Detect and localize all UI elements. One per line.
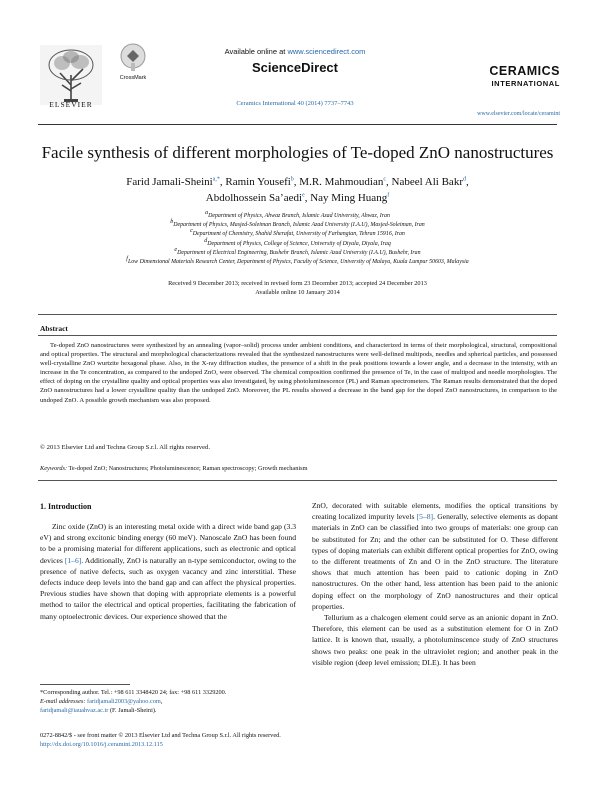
journal-name-line2: INTERNATIONAL (491, 79, 560, 88)
abstract-heading-divider (38, 335, 557, 336)
affiliation-item (30, 212, 565, 221)
author-affiliation-mark[interactable]: f (387, 192, 390, 199)
affiliation-text: Low Dimensional Materials Research Center, Department of Physics, Faculty of Science, University of Malaya, Kuala Lumpur 50603, Malaysia (127, 259, 469, 266)
intro-text: . Generally, selective elements as dopant materials in ZnO can be classified into two groups of materials: one group can be substituted for Zn; and the other can be substituted for O. These different types of doping materials can exhibit different optical properties for ZnO, owing to the different treatments of Zn and O in the ZnO structure. The literature shows that much attention has been paid to cationic doping in ZnO nanostructures. On the other hand, less attention has been paid to the anionic doping effect on the morphology of ZnO nanostructures and their optical properties. (312, 512, 559, 611)
crossmark-icon[interactable] (120, 43, 146, 73)
available-online-date: Available online 10 January 2014 (255, 288, 340, 296)
author-list-line1 (30, 176, 565, 188)
corresponding-author-footnote (40, 688, 300, 715)
available-prefix: Available online at (224, 47, 288, 56)
affiliation-text: Department of Physics, Ahwaz Branch, Islamic Azad University, Ahwaz, Iran (208, 213, 390, 219)
affiliation-item (30, 246, 565, 258)
author-name: Nay Ming Huang (310, 192, 388, 204)
front-matter-copyright: 0272-8842/$ - see front matter © 2013 Elsevier Ltd and Techna Group S.r.l. All rights reserved. (40, 732, 281, 739)
affiliation-mark: e (174, 246, 178, 253)
received-dates: Received 9 December 2013; received in revised form 23 December 2013; accepted 24 December 2013 (168, 280, 427, 287)
intro-paragraph-1-cont (312, 500, 558, 612)
email-owner: (F. Jamali-Sheini). (108, 707, 157, 714)
email-link-2[interactable]: faridjamali@iauahvaz.ac.ir (40, 707, 109, 714)
email-separator: , (160, 698, 163, 705)
body-column-left (40, 521, 296, 622)
keywords-label: Keywords: (40, 465, 68, 472)
footnote-emails (40, 697, 300, 706)
affiliation-mark: b (170, 219, 174, 226)
author-name: Farid Jamali-Sheini (126, 176, 213, 188)
abstract-text: Te-doped ZnO nanostructures were synthesized by an annealing (vapor–solid) process under ambient conditions, and characterized in terms of their morphological, structural, compositional and optical properties. The structural and morphological characterizations revealed that the synthesized nanostructures were well-defined multipods, needles and spherical particles, and possessed well-crystalline ZnO wurtzite hexagonal phase. Also, in the X-ray diffraction studies, the presence of a shift in the peak positions towards a lower angle, and a decrease in the intensity, with an increase in the Te concentration, as compared to the undoped ZnO, were observed. The chemical composition confirmed the presence of Te, in the case of multipod and needle morphologies. The effect of doping on the crystalline quality and optical properties was also investigated, by using photoluminescence (PL) and Raman spectrometers. The Raman results demonstrated that the doped ZnO nanostructures had a lower crystalline quality than the undoped ZnO. Moreover, the PL results showed a decrease in the band gap for the doped ZnO nanostructures, in comparison to the undoped ZnO. A possible growth mechanism was also proposed. (40, 342, 557, 404)
abstract-top-divider (38, 314, 557, 315)
footnote-divider (40, 684, 130, 685)
intro-text: ZnO, decorated with suitable elements, modifies the optical transitions by creating localized impurity levels (312, 501, 558, 522)
author-affiliation-mark[interactable]: d (462, 176, 466, 183)
author-name: Abdolhossein Sa’aedi (205, 192, 303, 204)
email-link-1[interactable]: faridjamali2003@yahoo.com (87, 698, 161, 705)
affiliation-text: Department of Electrical Engineering, Bushehr Branch, Islamic Azad University (I.A.U), Bushehr, Iran (177, 249, 421, 256)
body-column-right (312, 500, 558, 668)
author-list-line2 (30, 192, 565, 204)
author-affiliation-mark[interactable]: b (290, 176, 294, 183)
author-name: Nabeel Ali Bakr (391, 176, 463, 188)
available-online-line (160, 47, 430, 56)
affiliation-item (30, 221, 565, 230)
intro-paragraph-1 (40, 521, 296, 622)
author-affiliation-mark[interactable]: c (383, 176, 386, 183)
footnote-contact: *Corresponding author. Tel.: +98 611 3348420 24; fax: +98 611 3329200. (40, 689, 227, 696)
affiliation-mark: f (126, 256, 128, 263)
author-separator: , (219, 176, 226, 188)
journal-url[interactable]: www.elsevier.com/locate/ceramint (477, 111, 560, 117)
author-affiliation-mark[interactable]: e (302, 192, 305, 199)
doi-link[interactable]: http://dx.doi.org/10.1016/j.ceramint.2013.12.115 (40, 741, 163, 748)
intro-paragraph-2: Tellurium as a chalcogen element could serve as an anionic dopant in ZnO. Therefore, this element can be used as a substitution element for O in ZnO lattice. It is known that, usually, a photoluminscence study of ZnO structures shows two peaks: one peak in the ultraviolet region; and another peak in the visible region (deep level emission; DLE). It has been (312, 613, 558, 667)
abstract-heading: Abstract (40, 324, 68, 333)
crossmark-label: CrossMark (119, 75, 147, 81)
footnote-emails-2 (40, 706, 300, 715)
abstract-copyright: © 2013 Elsevier Ltd and Techna Group S.r.l. All rights reserved. (40, 444, 210, 451)
author-affiliation-mark[interactable]: a,* (212, 176, 220, 183)
author-name: Ramin Yousefi (225, 176, 291, 188)
author-name: M.R. Mahmoudian (299, 176, 384, 188)
affiliation-item (30, 237, 565, 249)
affiliation-item (30, 258, 565, 267)
author-separator: , (304, 192, 311, 204)
section-heading-introduction: 1. Introduction (40, 502, 92, 511)
abstract-bottom-divider (38, 480, 557, 481)
article-title: Facile synthesis of different morphologies of Te-doped ZnO nanostructures (41, 143, 554, 162)
citation-link[interactable]: [5–8] (416, 512, 434, 522)
affiliation-mark: d (204, 237, 208, 244)
publisher-name: ELSEVIER (49, 100, 93, 109)
affiliation-text: Department of Physics, College of Science, University of Diyala, Diyala, Iraq (207, 240, 391, 247)
affiliation-text: Department of Physics, Masjed-Soleiman Branch, Islamic Azad University (I.A.U), Masjed-Soleiman, Iran (173, 222, 425, 229)
author-separator: , (293, 176, 300, 188)
intro-text: . Additionally, ZnO is naturally an n-type semiconductor, owing to the presence of native defects, such as oxygen vacancy and zinc interstitial. These defects induce deep levels into the band gap and can affect the physical properties. Previous studies have shown that doping with appropriate elements is a powerful method to tailor the electrical and optical properties, facilitating the fabrication of many optoelectronic devices. Our experience showed that the (40, 555, 297, 621)
affiliation-mark: c (190, 228, 193, 235)
affiliation-mark: a (205, 210, 209, 217)
journal-name-line1: CERAMICS (489, 64, 560, 78)
keywords-list: Te-doped ZnO; Nanostructures; Photoluminescence; Raman spectroscopy; Growth mechanism (67, 465, 308, 472)
author-separator: , (465, 176, 469, 188)
affiliations (30, 212, 565, 267)
front-matter (40, 731, 380, 749)
affiliation-item (30, 230, 565, 239)
keywords (40, 465, 557, 472)
sciencedirect-logo: ScienceDirect (252, 60, 338, 75)
header-divider (38, 124, 557, 125)
affiliation-text: Department of Chemistry, Shahid Sherafat, University of Farhangian, Tehran 15916, Iran (192, 231, 405, 238)
email-label: E-mail addresses: (40, 698, 87, 705)
article-dates (30, 280, 565, 297)
intro-text: Zinc oxide (ZnO) is an interesting metal oxide with a direct wide band gap (3.3 eV) and strong excitonic binding energy (60 meV). Nanoscale ZnO has been found to be a promising material for different applications, such as electronic and optical devices (40, 522, 296, 565)
citation-link[interactable]: [1–6] (64, 555, 82, 565)
sciencedirect-link[interactable]: www.sciencedirect.com (287, 47, 366, 56)
author-separator: , (386, 176, 392, 188)
journal-citation[interactable]: Ceramics International 40 (2014) 7737–7743 (236, 100, 354, 107)
